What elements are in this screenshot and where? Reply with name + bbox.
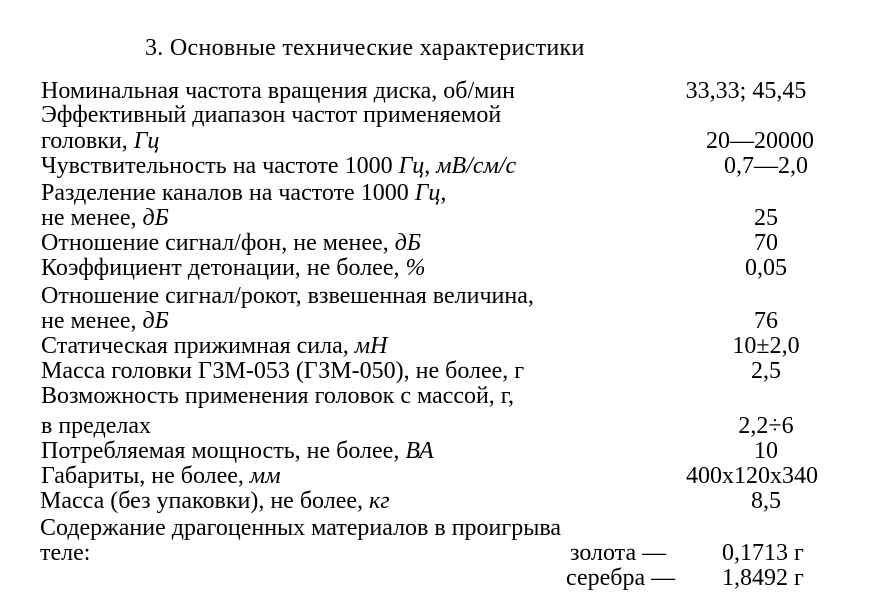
spec-value-tracking-force: 10±2,0 <box>732 333 800 359</box>
spec-value-dimensions: 400x120x340 <box>686 463 818 489</box>
spec-label-tracking-force: Статическая прижимная сила, мН <box>41 333 388 359</box>
spec-label-channel-separation: Разделение каналов на частоте 1000 Гц, <box>41 180 447 206</box>
precious-label-cont: теле: <box>40 540 91 566</box>
spec-label-dimensions: Габариты, не более, мм <box>41 463 281 489</box>
spec-value-power: 10 <box>754 438 778 464</box>
precious-silver-value: 1,8492 г <box>722 565 804 591</box>
spec-value-frequency-range: 20—20000 <box>706 128 814 154</box>
spec-value-cartridge-range: 2,2÷6 <box>738 413 794 439</box>
spec-label-signal-rumble-cont: не менее, дБ <box>41 308 169 334</box>
spec-value-signal-rumble: 76 <box>754 308 778 334</box>
section-title: 3. Основные технические характеристики <box>145 35 585 61</box>
spec-value-weight: 8,5 <box>751 488 781 514</box>
spec-label-signal-rumble: Отношение сигнал/рокот, взвешенная величина, <box>41 283 534 309</box>
spec-label-rotation-speed: Номинальная частота вращения диска, об/мин <box>41 78 515 104</box>
precious-silver-name: серебра — <box>566 565 676 591</box>
spec-value-rotation-speed: 33,33; 45,45 <box>685 78 807 104</box>
spec-label-cartridge-range: Возможность применения головок с массой, г, <box>41 383 514 409</box>
spec-label-wow-flutter: Коэффициент детонации, не более, % <box>41 255 426 281</box>
spec-value-cartridge-mass: 2,5 <box>751 358 781 384</box>
precious-gold-name: золота — <box>570 540 667 566</box>
spec-value-channel-separation: 25 <box>754 205 778 231</box>
precious-label: Содержание драгоценных материалов в проигрыва <box>40 515 562 541</box>
spec-value-signal-hum: 70 <box>754 230 778 256</box>
spec-label-frequency-range: Эффективный диапазон частот применяемой <box>41 102 502 128</box>
spec-label-sensitivity: Чувствительность на частоте 1000 Гц, мВ/см/с <box>41 153 517 179</box>
spec-label-weight: Масса (без упаковки), не более, кг <box>40 488 390 514</box>
spec-value-sensitivity: 0,7—2,0 <box>724 153 808 179</box>
spec-label-cartridge-mass: Масса головки ГЗМ-053 (ГЗМ-050), не более, г <box>41 358 525 384</box>
spec-label-channel-separation-cont: не менее, дБ <box>41 205 169 231</box>
precious-gold-value: 0,1713 г <box>722 540 804 566</box>
spec-label-power: Потребляемая мощность, не более, ВА <box>41 438 434 464</box>
spec-label-signal-hum: Отношение сигнал/фон, не менее, дБ <box>41 230 422 256</box>
spec-value-wow-flutter: 0,05 <box>745 255 787 281</box>
spec-label-cartridge-range-cont: в пределах <box>41 413 152 439</box>
spec-label-frequency-range-cont: головки, Гц <box>41 128 160 154</box>
